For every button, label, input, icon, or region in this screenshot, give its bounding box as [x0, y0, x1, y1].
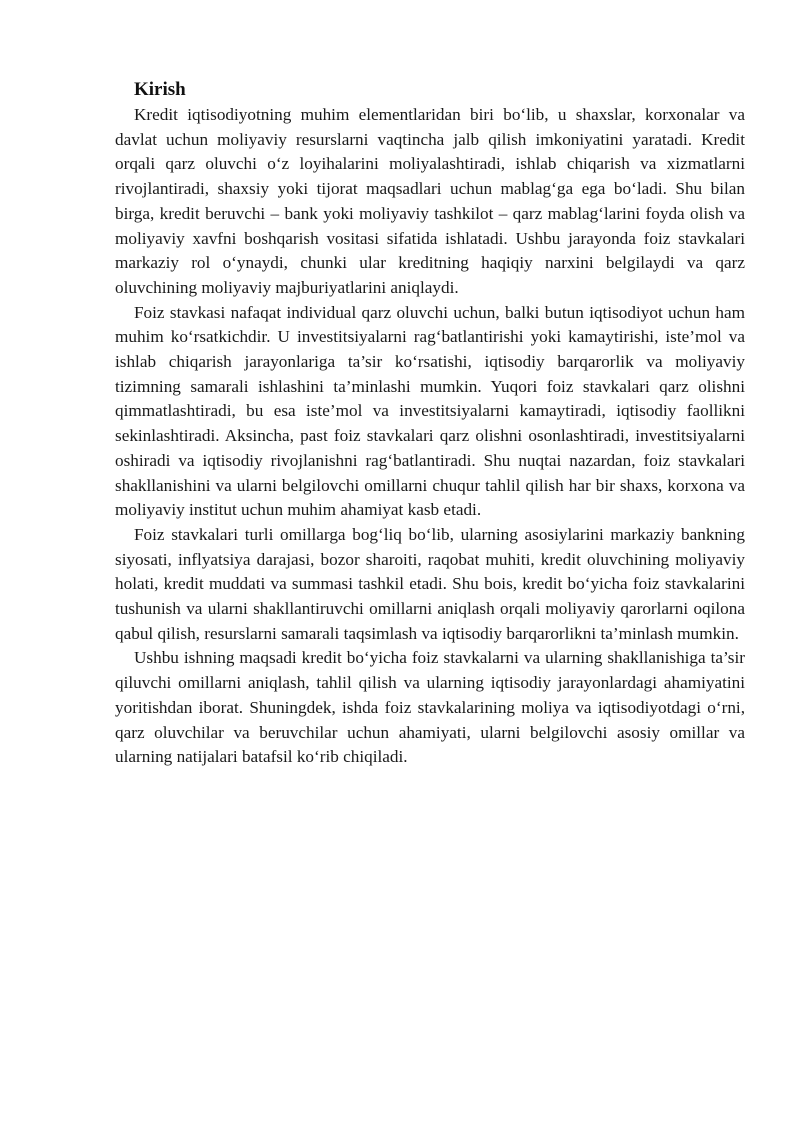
section-heading: Kirish [134, 79, 186, 100]
document-body [115, 78, 745, 770]
paragraph-1: Kredit iqtisodiyotning muhim elementlaridan biri bo‘lib, u shaxslar, korxonalar va davlat uchun moliyaviy resurslarni vaqtincha jalb qilish imkoniyatini yaratadi. Kredit orqali qarz oluvchi o‘z loyihalarini moliyalashtiradi, ishlab chiqarish va xizmatlarni rivojlantiradi, shaxsiy yoki tijorat maqsadlari uchun mablag‘ga ega bo‘ladi. Shu bilan birga, kredit beruvchi – bank yoki moliyaviy tashkilot – qarz mablag‘larini foyda olish va moliyaviy xavfni boshqarish vositasi sifatida ishlatadi. Ushbu jarayonda foiz stavkalari markaziy rol o‘ynaydi, chunki ular kreditning haqiqiy narxini belgilaydi va qarz oluvchining moliyaviy majburiyatlarini aniqlaydi. [115, 105, 745, 297]
paragraph-4: Ushbu ishning maqsadi kredit bo‘yicha foiz stavkalarni va ularning shakllanishiga ta’sir qiluvchi omillarni aniqlash, tahlil qilish va ularning iqtisodiy jarayonlardagi ahamiyatini yoritishdan iborat. Shuningdek, ishda foiz stavkalarining moliya va iqtisodiyotdagi o‘rni, qarz oluvchilar va beruvchilar uchun ahamiyati, ularni belgilovchi asosiy omillar va ularning natijalari batafsil ko‘rib chiqiladi. [115, 648, 745, 767]
paragraph-3: Foiz stavkalari turli omillarga bog‘liq bo‘lib, ularning asosiylarini markaziy bankning siyosati, inflyatsiya darajasi, bozor sharoiti, raqobat muhiti, kredit oluvchining moliyaviy holati, kredit muddati va summasi tashkil etadi. Shu bois, kredit bo‘yicha foiz stavkalarini tushunish va ularni shakllantiruvchi omillarni aniqlash orqali moliyaviy qarorlarni oqilona qabul qilish, resurslarni samarali taqsimlash va iqtisodiy barqarorlikni ta’minlash mumkin. [115, 524, 745, 643]
paragraph-2: Foiz stavkasi nafaqat individual qarz oluvchi uchun, balki butun iqtisodiyot uchun ham muhim ko‘rsatkichdir. U investitsiyalarni rag‘batlantirishi yoki kamaytirishi, iste’mol va ishlab chiqarish jarayonlariga ta’sir ko‘rsatishi, iqtisodiy barqarorlik va moliyaviy tizimning samarali ishlashini ta’minlashi mumkin. Yuqori foiz stavkalari qarz olishni qimmatlashtiradi, bu esa iste’mol va investitsiyalarni kamaytiradi, iqtisodiy faollikni sekinlashtiradi. Aksincha, past foiz stavkalari qarz olishni osonlashtiradi, investitsiyalarni oshiradi va iqtisodiy rivojlanishni rag‘batlantiradi. Shu nuqtai nazardan, foiz stavkalari shakllanishini va ularni belgilovchi omillarni chuqur tahlil qilish har bir shaxs, korxona va moliyaviy institut uchun muhim ahamiyat kasb etadi. [115, 302, 745, 520]
